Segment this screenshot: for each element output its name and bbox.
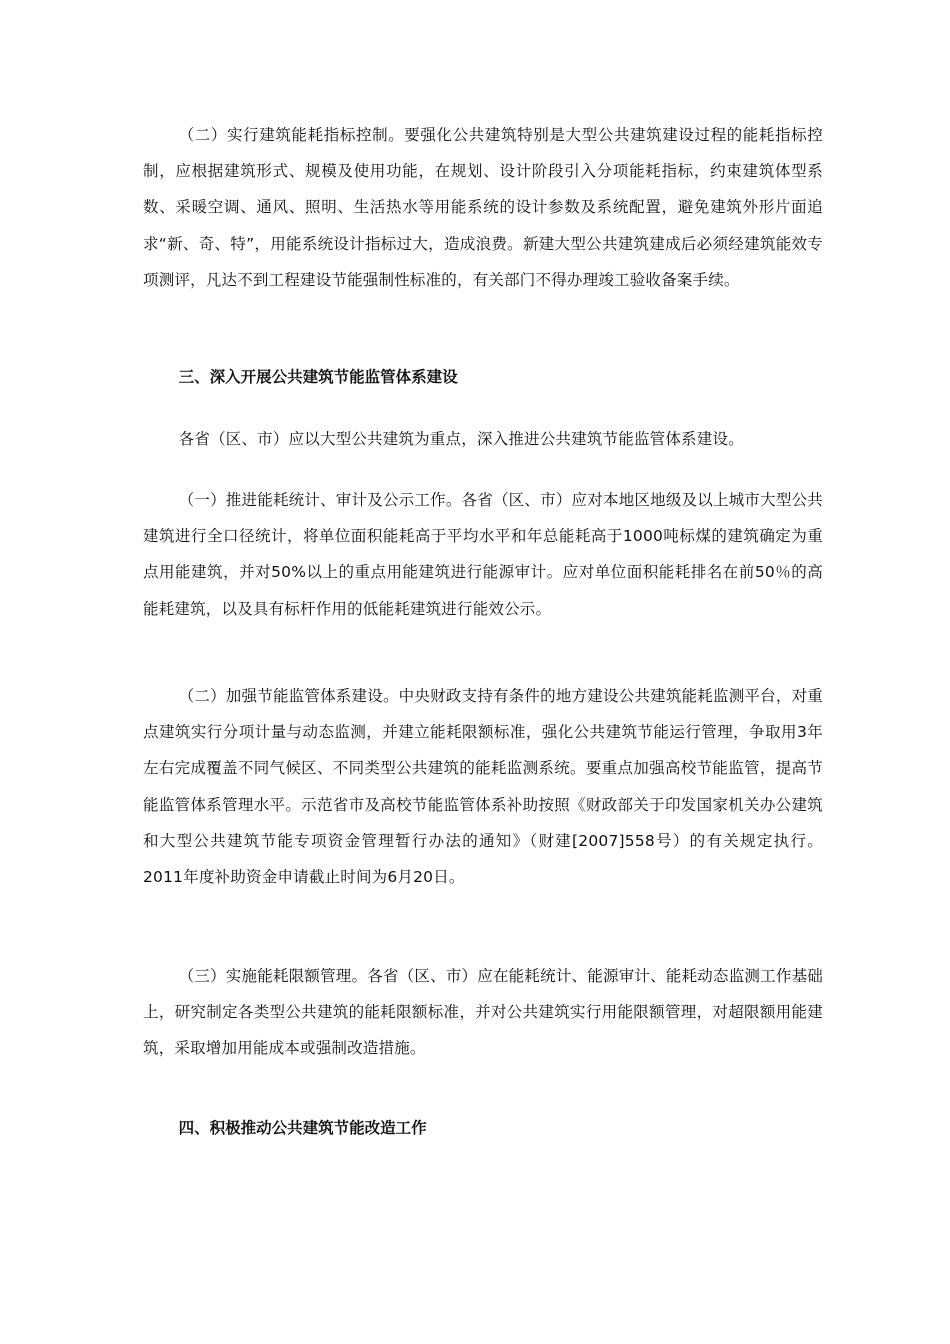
paragraph-energy-quota-management: （三）实施能耗限额管理。各省（区、市）应在能耗统计、能源审计、能耗动态监测工作基础上，研究制定各类型公共建筑的能耗限额标准，并对公共建筑实行用能限额管理，对超限额用能建筑，采取增加用能成本或强制改造措施。 — [143, 967, 823, 1058]
paragraph-supervision-system: （二）加强节能监管体系建设。中央财政支持有条件的地方建设公共建筑能耗监测平台，对重点建筑实行分项计量与动态监测，并建立能耗限额标准，强化公共建筑节能运行管理，争取用3年左右完成覆盖不同气候区、不同类型公共建筑的能耗监测系统。要重点加强高校节能监管，提高节能监管体系管理水平。示范省市及高校节能监管体系补助按照《财政部关于印发国家机关办公建筑和大型公共建筑节能专项资金管理暂行办法的通知》（财建[2007]558号）的有关规定执行。2011年度补助资金申请截止时间为6月20日。 — [143, 687, 823, 887]
paragraph-building-energy-index-control: （二）实行建筑能耗指标控制。要强化公共建筑特别是大型公共建筑建设过程的能耗指标控制，应根据建筑形式、规模及使用功能，在规划、设计阶段引入分项能耗指标，约束建筑体型系数、采暖空调、通风、照明、生活热水等用能系统的设计参数及系统配置，避免建筑外形片面追求“新、奇、特”，用能系统设计指标过大，造成浪费。新建大型公共建筑建成后必须经建筑能效专项测评，凡达不到工程建设节能强制性标准的，有关部门不得办理竣工验收备案手续。 — [143, 126, 823, 289]
section-heading-4: 四、积极推动公共建筑节能改造工作 — [178, 1119, 427, 1137]
paragraph-section-3-intro: 各省（区、市）应以大型公共建筑为重点，深入推进公共建筑节能监管体系建设。 — [178, 430, 744, 448]
section-heading-3: 三、深入开展公共建筑节能监管体系建设 — [178, 368, 458, 386]
paragraph-energy-statistics-audit: （一）推进能耗统计、审计及公示工作。各省（区、市）应对本地区地级及以上城市大型公共建筑进行全口径统计，将单位面积能耗高于平均水平和年总能耗高于1000吨标煤的建筑确定为重点用能建筑，并对50%以上的重点用能建筑进行能源审计。应对单位面积能耗排名在前50％的高能耗建筑，以及具有标杆作用的低能耗建筑进行能效公示。 — [143, 491, 823, 618]
